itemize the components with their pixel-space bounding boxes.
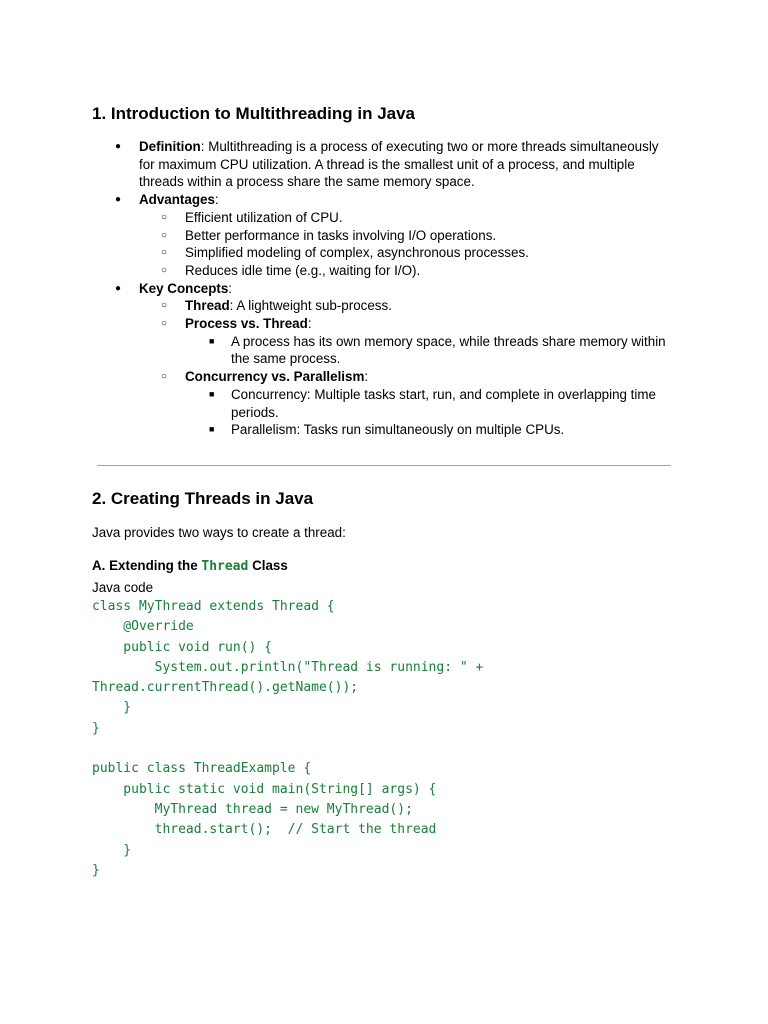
list-item-key-concepts: [92, 280, 672, 439]
concurrency-vs-parallelism-suffix: :: [364, 369, 369, 385]
key-concepts-term: Key Concepts: [139, 280, 229, 296]
process-vs-thread-term: Process vs. Thread: [185, 316, 308, 332]
key-concepts-suffix: :: [228, 280, 233, 296]
advantages-term: Advantages: [139, 192, 215, 208]
thread-term: Thread: [185, 298, 230, 314]
list-item: ■ Parallelism: Tasks run simultaneously on multiple CPUs.: [185, 421, 672, 439]
section-heading-creating-threads: 2. Creating Threads in Java: [92, 489, 314, 508]
inline-code-thread: Thread: [201, 559, 249, 574]
list-item: ○ Efficient utilization of CPU.: [139, 209, 672, 227]
list-item: ○ Better performance in tasks involving I/O operations.: [139, 227, 672, 245]
list-item-concurrency-vs-parallelism: [139, 368, 672, 439]
section-heading-introduction: 1. Introduction to Multithreading in Java: [92, 104, 416, 123]
subheading-prefix: A. Extending the: [92, 558, 202, 573]
concurrency-vs-parallelism-term: Concurrency vs. Parallelism: [185, 369, 365, 385]
list-item-process-vs-thread: [139, 315, 672, 368]
advantages-sublist: [139, 209, 672, 280]
horizontal-divider: [97, 465, 671, 466]
process-vs-thread-sublist: [185, 333, 672, 368]
process-vs-thread-suffix: :: [307, 316, 312, 332]
list-item: ■ Concurrency: Multiple tasks start, run, and complete in overlapping time periods.: [185, 386, 672, 421]
introduction-bullet-list: [92, 138, 672, 439]
list-item-definition: [92, 138, 672, 191]
thread-text: : A lightweight sub-process.: [229, 298, 392, 314]
advantages-suffix: :: [214, 192, 219, 208]
key-concepts-sublist: [139, 297, 672, 439]
code-block-label: Java code: [92, 580, 154, 595]
subheading-suffix: Class: [248, 558, 288, 573]
list-item-thread: [139, 297, 672, 315]
list-item: ○ Simplified modeling of complex, asynchronous processes.: [139, 244, 672, 262]
java-code-block: class MyThread extends Thread { @Override public void run() { System.out.println("Thread is running: " + Thread.currentThread().getName()); } } public class ThreadExample { public static void main(String[] args) { MyThread thread = new MyThread(); thread.start(); // Start the thread } }: [92, 599, 484, 878]
list-item: ■ A process has its own memory space, while threads share memory within the same process.: [185, 333, 672, 368]
concurrency-vs-parallelism-sublist: [185, 386, 672, 439]
list-item: ○ Reduces idle time (e.g., waiting for I/O).: [139, 262, 672, 280]
definition-text: : Multithreading is a process of executing two or more threads simultaneously for maximum CPU utilization. A thread is the smallest unit of a process, and multiple threads within a process share the same memory space.: [139, 139, 659, 190]
definition-term: Definition: [139, 139, 201, 154]
section-intro-paragraph: Java provides two ways to create a thread:: [92, 525, 346, 540]
subsection-heading-extending-thread: [92, 557, 288, 575]
list-item-advantages: [92, 191, 672, 280]
